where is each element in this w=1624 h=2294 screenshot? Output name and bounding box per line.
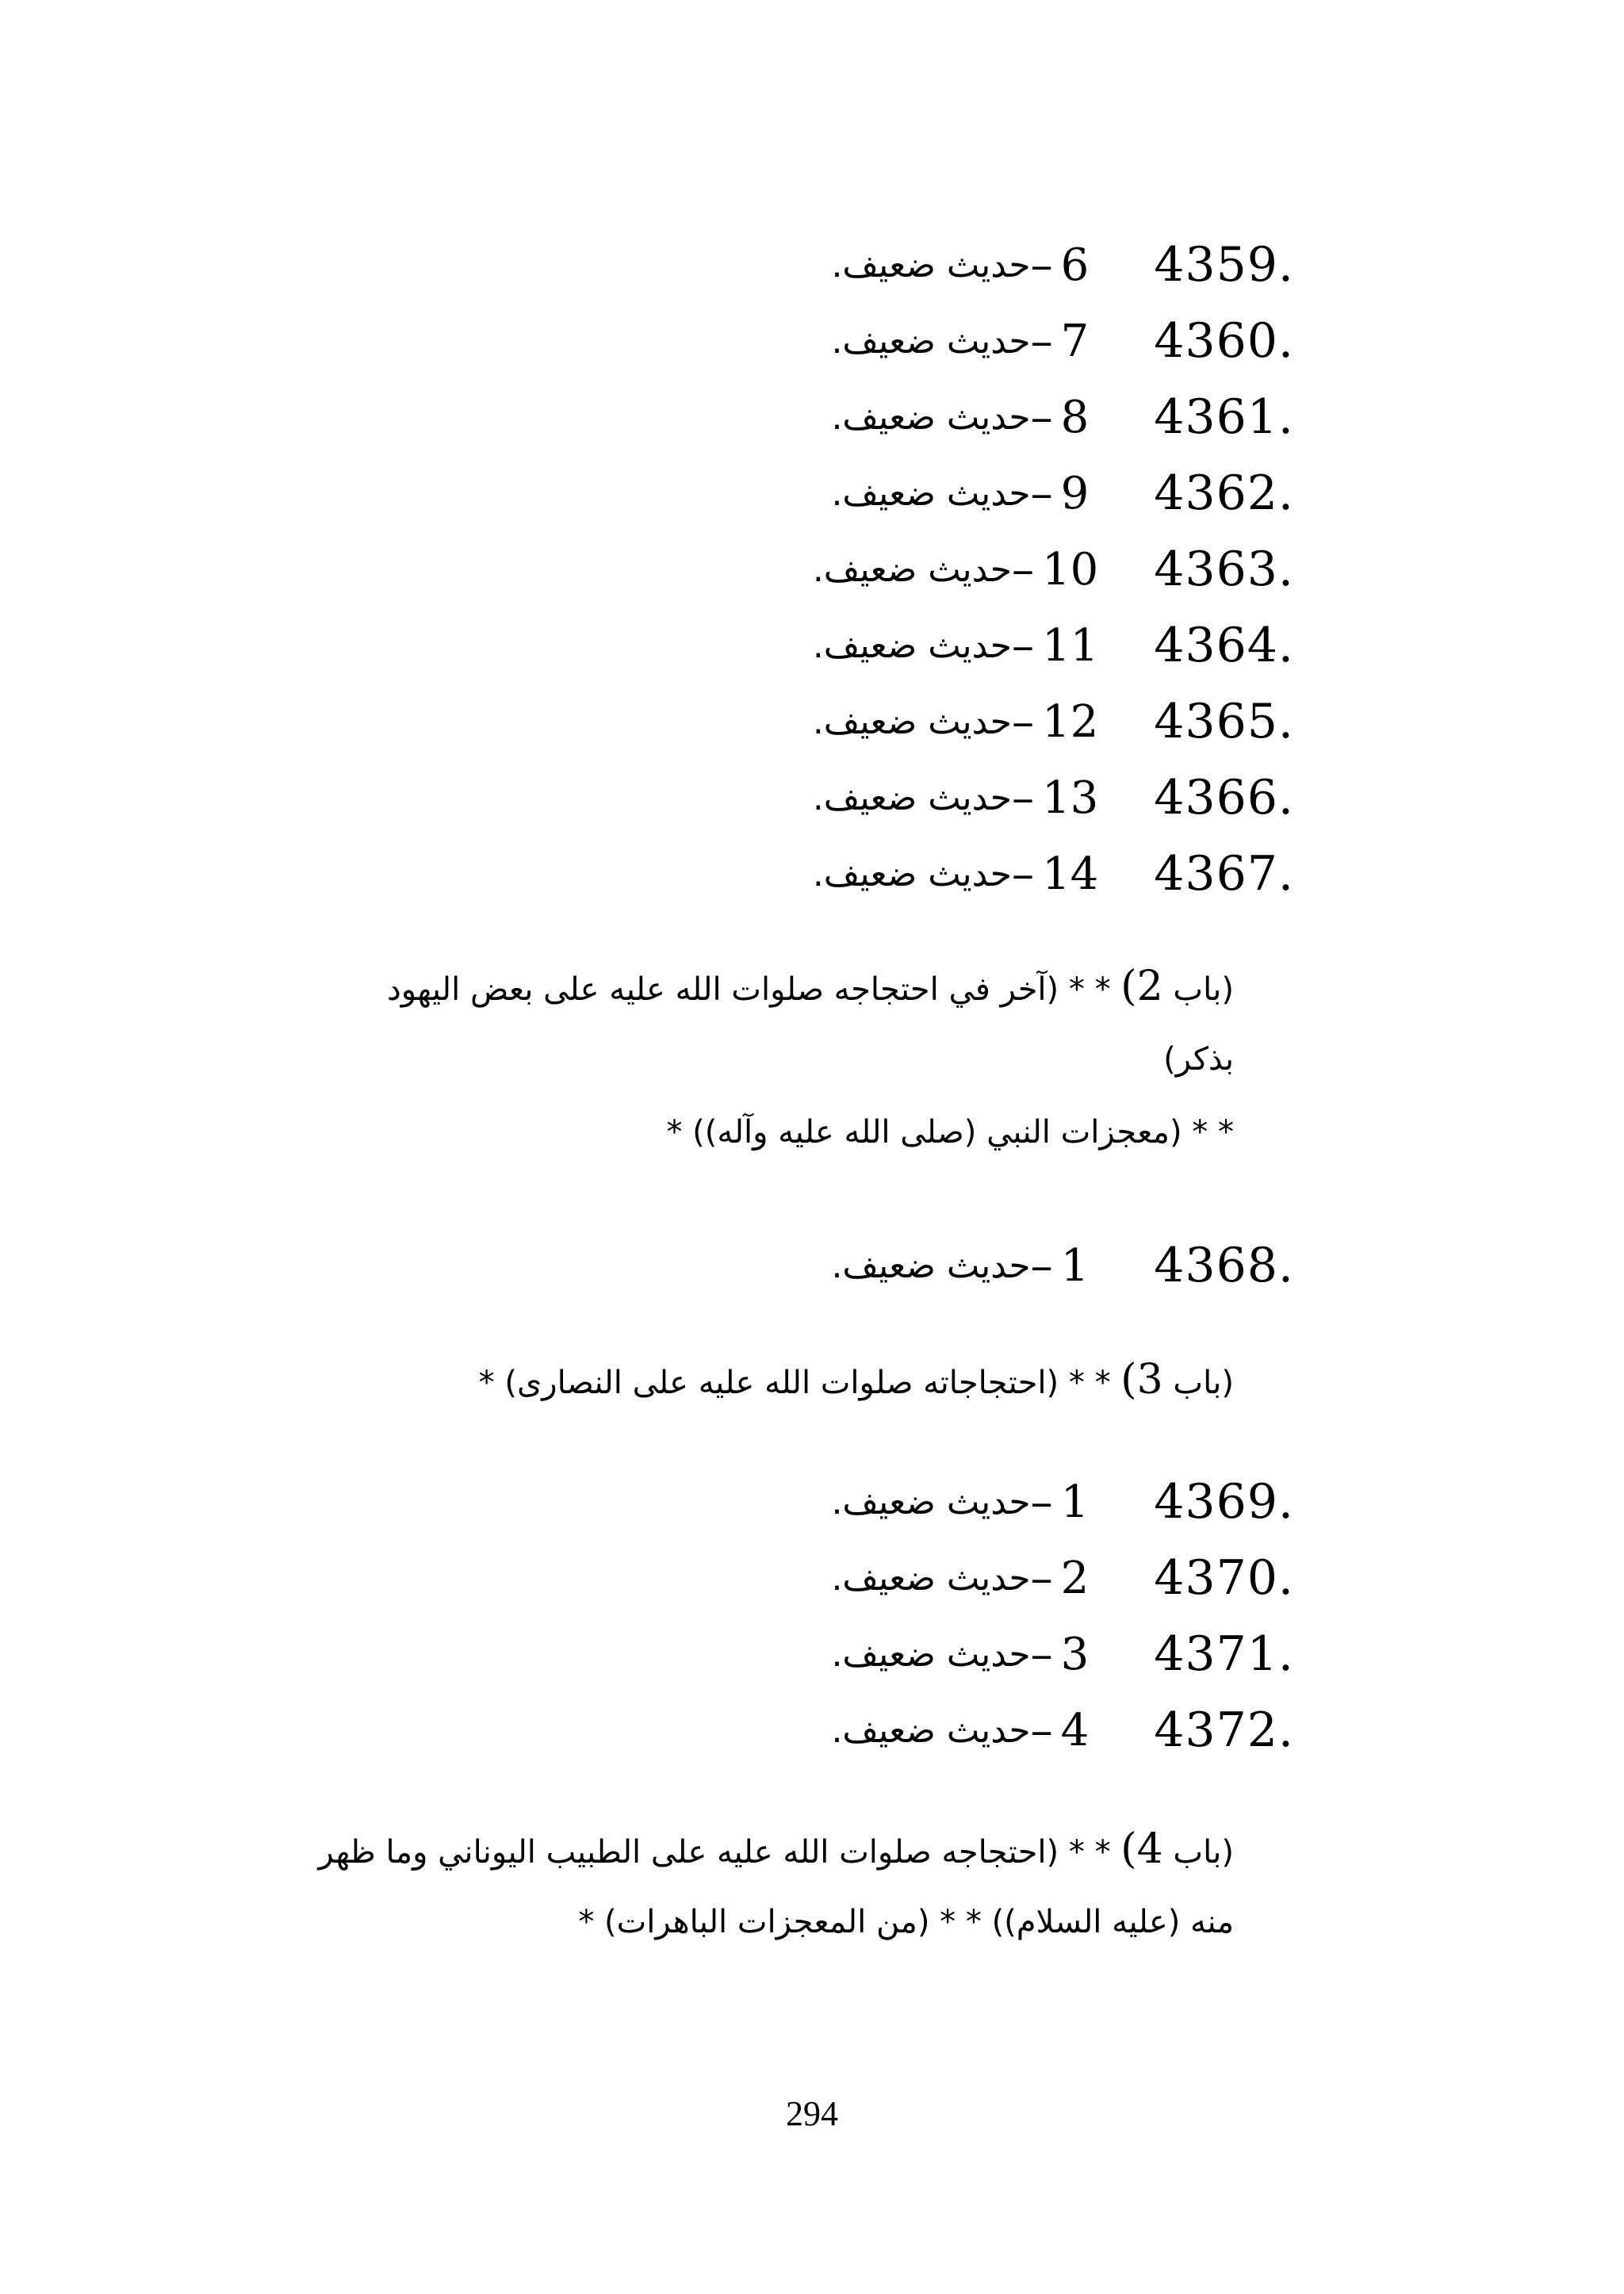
- entry-text: حديث ضعيف.: [831, 320, 1031, 362]
- entry-sub-number: 11: [1041, 619, 1099, 672]
- chapter-label: (باب: [1173, 1365, 1234, 1401]
- chapter-title: * * (احتجاجه صلوات الله عليه على الطبيب اليوناني وما ظهر: [318, 1834, 1111, 1871]
- entry-text: حديث ضعيف.: [831, 1710, 1031, 1751]
- hadith-entry: [831, 379, 1294, 455]
- chapter-line: [318, 1813, 1234, 1886]
- entry-dash: –: [1011, 543, 1034, 596]
- chapter-number: 3): [1120, 1356, 1163, 1404]
- entry-dash: –: [1011, 848, 1034, 900]
- chapter-line: * * (معجزات النبي (صلى الله عليه وآله)) *: [666, 1114, 1234, 1151]
- hadith-entry: [813, 531, 1294, 607]
- hadith-entry: [831, 1616, 1294, 1692]
- entry-dash: –: [1030, 239, 1053, 291]
- entry-sub-number: 2: [1060, 1552, 1090, 1604]
- hadith-entry: [831, 1464, 1294, 1540]
- chapter-heading-4: [318, 1813, 1234, 1959]
- entry-sub-number: 14: [1041, 848, 1099, 900]
- entry-number: 4361.: [1154, 389, 1294, 445]
- entry-sub-number: 3: [1060, 1628, 1090, 1680]
- hadith-entry: [831, 303, 1294, 379]
- entry-number: 4360.: [1154, 313, 1294, 369]
- entry-text: حديث ضعيف.: [831, 396, 1031, 438]
- entry-text: حديث ضعيف.: [831, 244, 1031, 285]
- chapter-heading-3: [479, 1343, 1234, 1416]
- entry-dash: –: [1030, 467, 1053, 519]
- entry-number: 4363.: [1154, 542, 1294, 597]
- entry-sub-number: 1: [1060, 1239, 1090, 1292]
- entry-sub-number: 4: [1060, 1704, 1090, 1756]
- entry-text: حديث ضعيف.: [831, 1481, 1031, 1522]
- entry-text: حديث ضعيف.: [831, 1245, 1031, 1286]
- chapter-label: (باب: [1173, 1834, 1234, 1871]
- entry-sub-number: 12: [1041, 695, 1099, 748]
- entry-sub-number: 10: [1041, 543, 1099, 596]
- entry-dash: –: [1030, 1704, 1053, 1756]
- entry-text: حديث ضعيف.: [831, 1557, 1031, 1599]
- entry-sub-number: 8: [1060, 391, 1090, 443]
- entry-sub-number: 6: [1060, 239, 1090, 291]
- chapter-heading-2: [387, 950, 1234, 1169]
- entry-sub-number: 13: [1041, 772, 1099, 824]
- page-number: 294: [786, 2094, 838, 2133]
- entry-sub-number: 7: [1060, 315, 1090, 367]
- entry-number: 4362.: [1154, 465, 1294, 521]
- hadith-entry: [831, 227, 1294, 303]
- entry-number: 4364.: [1154, 618, 1294, 673]
- hadith-entry: [813, 760, 1294, 836]
- entry-dash: –: [1030, 1476, 1053, 1528]
- chapter-title: * * (آخر في احتجاجه صلوات الله عليه على بعض اليهود: [386, 971, 1111, 1008]
- entry-dash: –: [1011, 619, 1034, 672]
- entry-text: حديث ضعيف.: [812, 853, 1012, 894]
- entry-number: 4371.: [1154, 1626, 1294, 1682]
- entry-text: حديث ضعيف.: [812, 549, 1012, 590]
- entry-number: 4365.: [1154, 694, 1294, 749]
- entry-text: حديث ضعيف.: [831, 1633, 1031, 1675]
- entry-text: حديث ضعيف.: [812, 777, 1012, 818]
- chapter-line: [479, 1343, 1234, 1416]
- entry-dash: –: [1011, 695, 1034, 748]
- entry-number: 4366.: [1154, 770, 1294, 825]
- entry-dash: –: [1030, 1552, 1053, 1604]
- entry-number: 4359.: [1154, 237, 1294, 293]
- entry-sub-number: 1: [1060, 1476, 1090, 1528]
- entry-text: حديث ضعيف.: [831, 473, 1031, 514]
- hadith-entry: [813, 684, 1294, 760]
- chapter-line: منه (عليه السلام)) * * (من المعجزات الباهرات) *: [578, 1904, 1234, 1940]
- entry-dash: –: [1011, 772, 1034, 824]
- entry-text: حديث ضعيف.: [812, 701, 1012, 742]
- hadith-entry: [813, 836, 1294, 912]
- chapter-label: (باب: [1173, 971, 1234, 1008]
- entry-dash: –: [1030, 391, 1053, 443]
- chapter-title: * * (احتجاجاته صلوات الله عليه على النصارى) *: [478, 1365, 1111, 1401]
- entry-number: 4368.: [1154, 1238, 1294, 1293]
- chapter-line: بذكر): [1163, 1041, 1234, 1078]
- chapter-number: 2): [1120, 963, 1163, 1010]
- hadith-entry: [831, 1692, 1294, 1768]
- chapter-line: [387, 950, 1234, 1023]
- entry-number: 4372.: [1154, 1702, 1294, 1758]
- hadith-entry: [831, 455, 1294, 531]
- entry-sub-number: 9: [1060, 467, 1090, 519]
- entry-number: 4369.: [1154, 1474, 1294, 1530]
- chapter-number: 4): [1120, 1825, 1163, 1873]
- entry-number: 4370.: [1154, 1550, 1294, 1606]
- entry-dash: –: [1030, 1628, 1053, 1680]
- entry-dash: –: [1030, 315, 1053, 367]
- hadith-entry: [831, 1540, 1294, 1616]
- entry-text: حديث ضعيف.: [812, 625, 1012, 666]
- entry-dash: –: [1030, 1239, 1053, 1292]
- hadith-entry: [831, 1227, 1294, 1304]
- entry-number: 4367.: [1154, 846, 1294, 902]
- hadith-entry: [813, 607, 1294, 684]
